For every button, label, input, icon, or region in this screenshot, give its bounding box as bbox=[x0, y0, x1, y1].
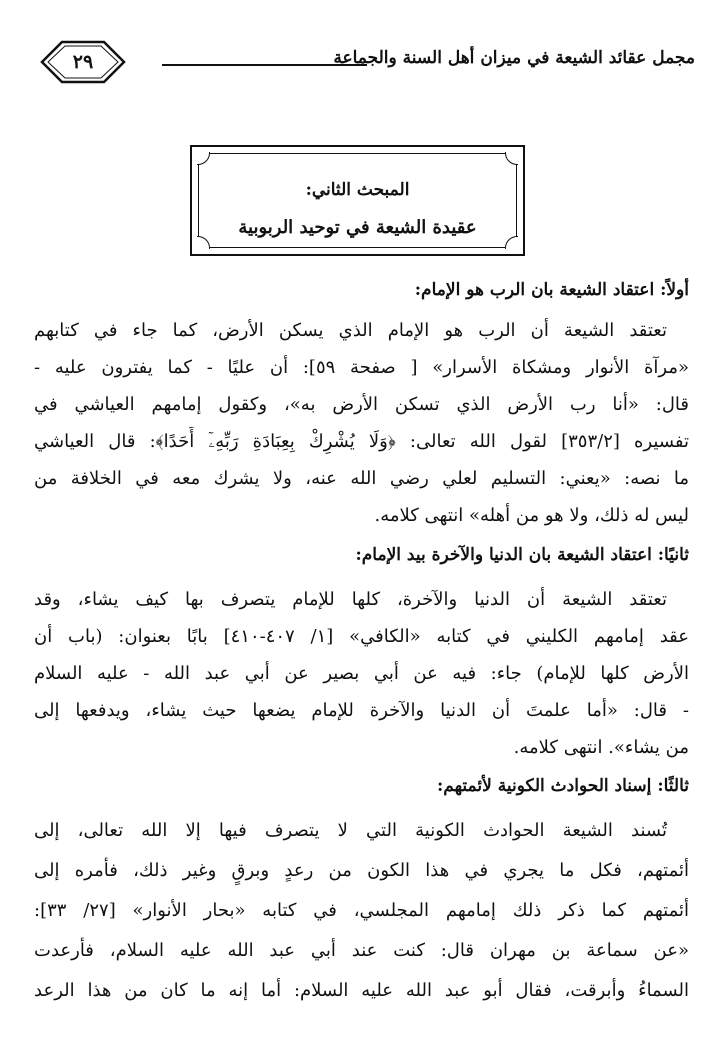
paragraph-line: أئمتهم، فكل ما يجري في هذا الكون من رعدٍ وبرقٍ وغير ذلك، فأمره إلى bbox=[34, 860, 689, 881]
frame-corner-icon bbox=[197, 152, 210, 165]
section-heading-frame bbox=[198, 153, 517, 248]
paragraph-line: الأرض كلها للإمام) جاء: فيه عن أبي بصير عن أبي عبد الله - عليه السلام bbox=[34, 663, 689, 684]
paragraph-line: - قال: «أما علمتَ أن الدنيا والآخرة للإمام يضعها حيث يشاء، ويدفعها إلى bbox=[34, 700, 689, 721]
paragraph-line: «عن سماعة بن مهران قال: كنت عند أبي عبد الله عليه السلام، فأرعدت bbox=[34, 940, 689, 961]
paragraph-line: «مرآة الأنوار ومشكاة الأسرار» [ صفحة ٥٩]: أن عليًا - كما يفترون عليه - bbox=[34, 357, 689, 378]
section-heading-box bbox=[190, 145, 525, 256]
paragraph-line: تُسند الشيعة الحوادث الكونية التي لا يتصرف فيها إلا الله تعالى، إلى bbox=[34, 820, 667, 841]
page-number: ٢٩ bbox=[72, 51, 94, 73]
paragraph-line: قال: «أنا رب الأرض الذي تسكن الأرض به»، وكقول إمامهم العياشي في bbox=[34, 394, 689, 415]
paragraph-line: تعتقد الشيعة أن الرب هو الإمام الذي يسكن الأرض، كما جاء في كتابهم bbox=[34, 320, 667, 341]
section-label: المبحث الثاني: bbox=[305, 180, 410, 200]
header-rule bbox=[162, 64, 367, 66]
paragraph-line: ما نصه: «يعني: التسليم لعلي رضي الله عنه، ولا يشرك معه في الخلافة من bbox=[34, 468, 689, 489]
subheading-2: ثانيًا: اعتقاد الشيعة بان الدنيا والآخرة بيد الإمام: bbox=[355, 545, 689, 565]
paragraph-line: من يشاء». انتهى كلامه. bbox=[513, 737, 689, 758]
paragraph-line: أئمتهم كما ذكر ذلك إمامهم المجلسي، في كتابه «بحار الأنوار» [٢٧/ ٣٣]: bbox=[34, 900, 689, 921]
paragraph-line: تفسيره [٣٥٣/٢] لقول الله تعالى: ﴿وَلَا يُشْرِكْ بِعِبَادَةِ رَبِّهِۦٓ أَحَدًا﴾: قال العياشي bbox=[34, 431, 689, 452]
running-header bbox=[40, 40, 695, 84]
subheading-1: أولاً: اعتقاد الشيعة بان الرب هو الإمام: bbox=[414, 280, 689, 300]
paragraph-line: ليس له ذلك، ولا هو من أهله» انتهى كلامه. bbox=[374, 505, 689, 526]
subheading-3: ثالثًا: إسناد الحوادث الكونية لأئمتهم: bbox=[436, 776, 689, 796]
paragraph-line: عقد إمامهم الكليني في كتابه «الكافي» [١/ ٤٠٧-٤١٠] بابًا بعنوان: (باب أن bbox=[34, 626, 689, 647]
page-number-badge bbox=[40, 40, 126, 84]
paragraph-line: السماءُ وأبرقت، فقال أبو عبد الله عليه السلام: أما إنه ما كان من هذا الرعد bbox=[34, 980, 689, 1001]
running-title: مجمل عقائد الشيعة في ميزان أهل السنة والجماعة bbox=[333, 48, 695, 68]
section-title: عقيدة الشيعة في توحيد الربوبية bbox=[238, 217, 477, 238]
paragraph-line: تعتقد الشيعة أن الدنيا والآخرة، كلها للإمام يتصرف بها كيف يشاء، وقد bbox=[34, 589, 667, 610]
frame-corner-icon bbox=[505, 152, 518, 165]
